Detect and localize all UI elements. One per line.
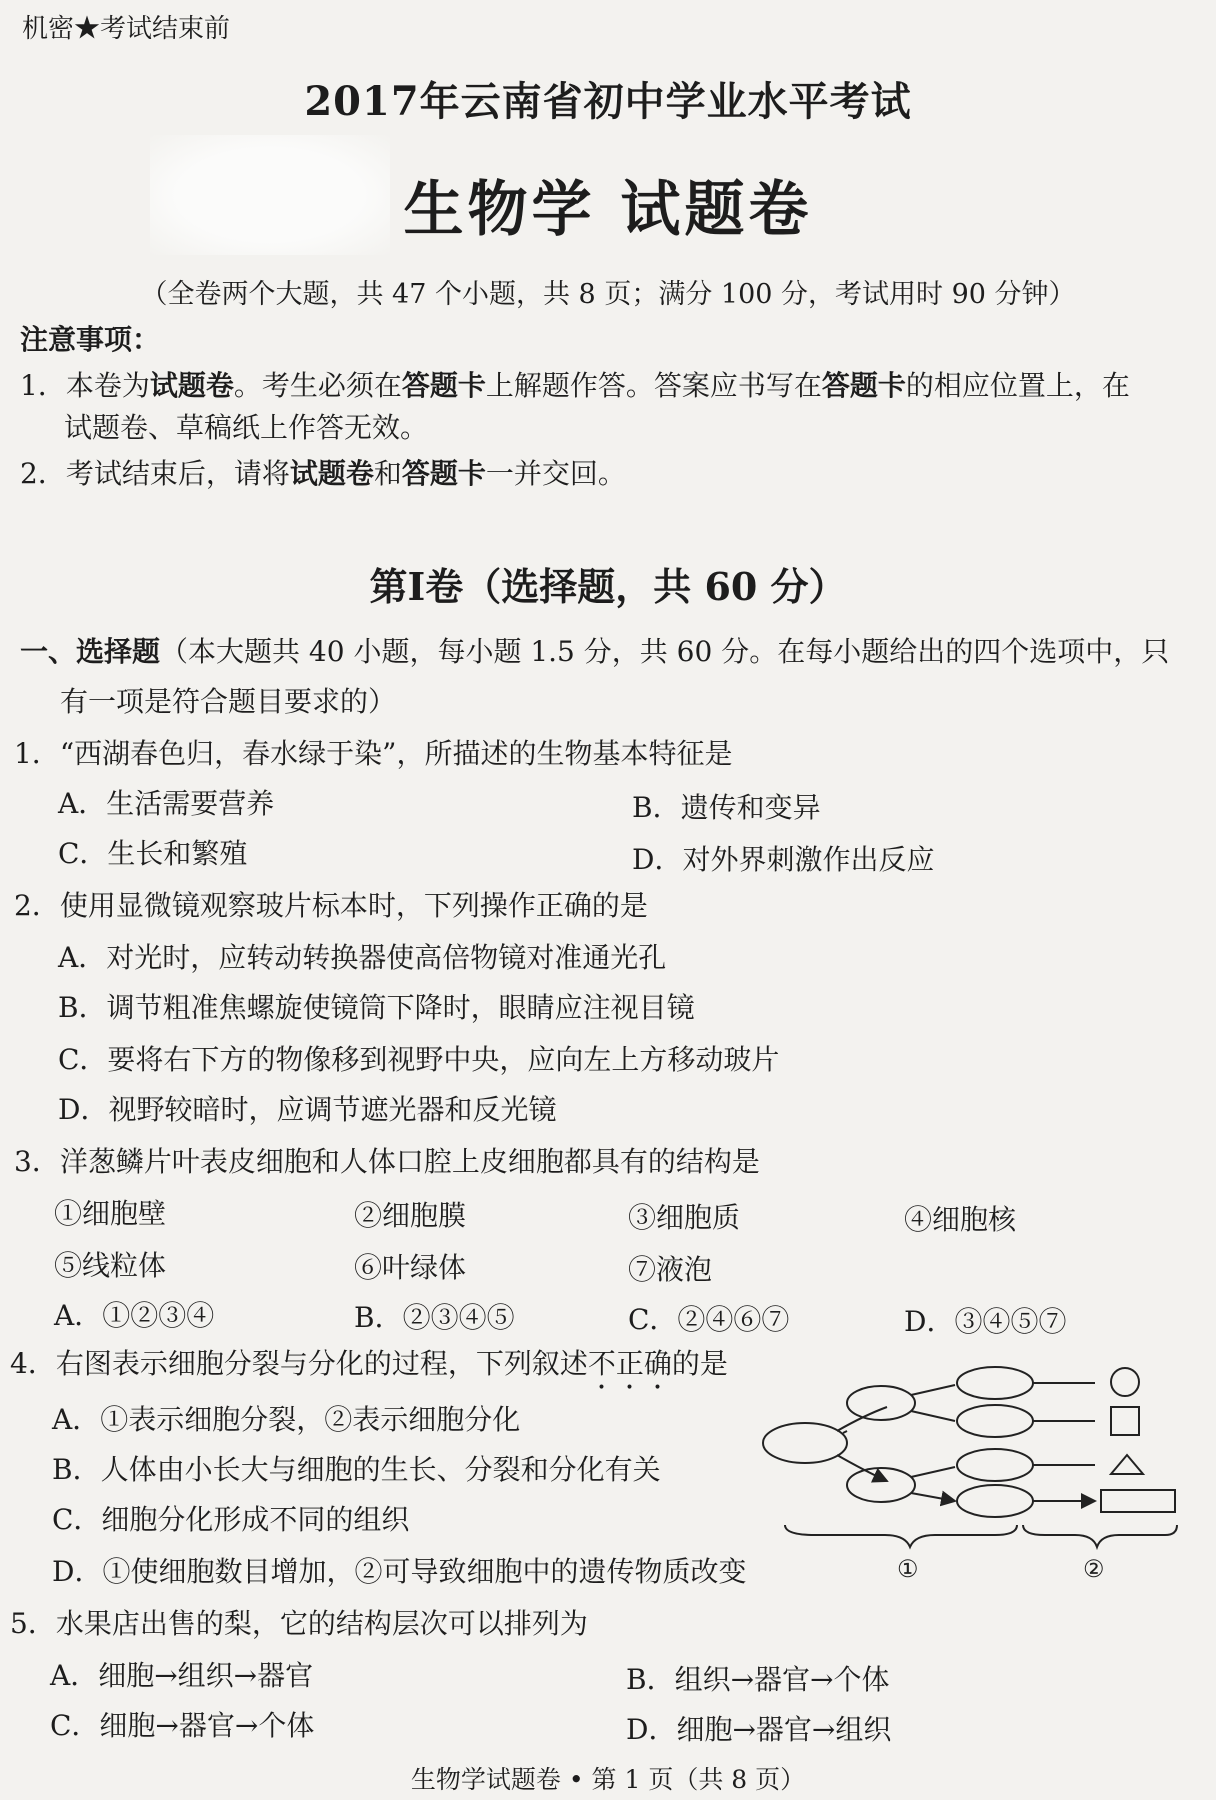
- brace-2: [1023, 1525, 1177, 1547]
- q4-option-d: D．①使细胞数目增加，②可导致细胞中的遗传物质改变: [52, 1555, 747, 1588]
- brace-1: [785, 1525, 1017, 1547]
- tissue-rectangle: [1101, 1490, 1175, 1512]
- cell-division-diagram: [755, 1355, 1195, 1580]
- q5-option-c: C．细胞→器官→个体: [50, 1709, 315, 1742]
- q4-option-a: A．①表示细胞分裂，②表示细胞分化: [52, 1403, 521, 1436]
- q1-option-a: A．生活需要营养: [58, 787, 275, 820]
- structure-cytoplasm: ③细胞质: [628, 1201, 741, 1234]
- structure-cell-wall: ①细胞壁: [54, 1197, 167, 1230]
- note-1: 1．本卷为试题卷。考生必须在答题卡上解题作答。答案应书写在答题卡的相应位置上，在: [20, 369, 1130, 402]
- cell-4: [957, 1485, 1033, 1517]
- note-1-continued: 试题卷、草稿纸上作答无效。: [64, 411, 429, 444]
- q2-option-d: D．视野较暗时，应调节遮光器和反光镜: [58, 1093, 557, 1126]
- cell-1: [957, 1367, 1033, 1399]
- section-title: 第Ⅰ卷（选择题，共 60 分）: [369, 564, 847, 609]
- paper-info: （全卷两个大题，共 47 个小题，共 8 页；满分 100 分，考试用时 90 分钟）: [140, 279, 1076, 310]
- label-1: ①: [897, 1555, 919, 1580]
- cell-3: [957, 1449, 1033, 1481]
- q4-option-c: C．细胞分化形成不同的组织: [52, 1503, 410, 1536]
- structure-cell-membrane: ②细胞膜: [354, 1199, 467, 1232]
- structure-mitochondria: ⑤线粒体: [54, 1249, 167, 1282]
- notes-heading: 注意事项：: [20, 323, 161, 356]
- q3-option-d: D．③④⑤⑦: [904, 1305, 1067, 1338]
- paper-title: 生物学 试题卷: [403, 175, 813, 245]
- question-2-stem: 2．使用显微镜观察玻片标本时，下列操作正确的是: [14, 889, 648, 922]
- q3-option-a: A．①②③④: [54, 1299, 215, 1332]
- question-1-stem: 1．“西湖春色归，春水绿于染”，所描述的生物基本特征是: [14, 737, 733, 770]
- exam-title: 2017年云南省初中学业水平考试: [304, 78, 912, 125]
- q3-option-c: C．②④⑥⑦: [628, 1303, 790, 1336]
- structure-vacuole: ⑦液泡: [628, 1253, 713, 1286]
- question-5-stem: 5．水果店出售的梨，它的结构层次可以排列为: [10, 1607, 588, 1640]
- confidential-label: 机密★考试结束前: [22, 14, 231, 44]
- emphasis-not-correct: 不正确: [587, 1347, 672, 1380]
- part-description: 一、选择题（本大题共 40 小题，每小题 1.5 分，共 60 分。在每小题给出的四个选项中，只: [20, 635, 1170, 668]
- q4-option-b: B．人体由小长大与细胞的生长、分裂和分化有关: [52, 1453, 661, 1486]
- label-2: ②: [1083, 1555, 1105, 1580]
- q1-option-c: C．生长和繁殖: [58, 837, 248, 870]
- part-description-continued: 有一项是符合题目要求的）: [60, 685, 397, 718]
- q5-option-a: A．细胞→组织→器官: [50, 1659, 314, 1692]
- note-2: 2．考试结束后，请将试题卷和答题卡一并交回。: [20, 457, 626, 490]
- question-4-stem: 4．右图表示细胞分裂与分化的过程，下列叙述不正确的是: [10, 1347, 728, 1380]
- tissue-square: [1111, 1407, 1139, 1435]
- q1-option-b: B．遗传和变异: [632, 791, 821, 824]
- q5-option-d: D．细胞→器官→组织: [626, 1713, 892, 1746]
- q3-option-b: B．②③④⑤: [354, 1301, 515, 1334]
- parent-cell: [763, 1423, 847, 1463]
- tissue-circle: [1111, 1368, 1139, 1396]
- arrow-to-upper-cell: [843, 1431, 847, 1433]
- cell-2: [957, 1405, 1033, 1437]
- q5-option-b: B．组织→器官→个体: [626, 1663, 890, 1696]
- daughter-cell-upper: [847, 1386, 915, 1420]
- question-3-stem: 3．洋葱鳞片叶表皮细胞和人体口腔上皮细胞都具有的结构是: [14, 1145, 760, 1178]
- q2-option-c: C．要将右下方的物像移到视野中央，应向左上方移动玻片: [58, 1043, 780, 1076]
- structure-nucleus: ④细胞核: [904, 1203, 1017, 1236]
- page-footer: 生物学试题卷 • 第 1 页（共 8 页）: [410, 1765, 806, 1794]
- q2-option-a: A．对光时，应转动转换器使高倍物镜对准通光孔: [58, 941, 667, 974]
- q1-option-d: D．对外界刺激作出反应: [632, 843, 935, 876]
- q2-option-b: B．调节粗准焦螺旋使镜筒下降时，眼睛应注视目镜: [58, 991, 695, 1024]
- structure-chloroplast: ⑥叶绿体: [354, 1251, 467, 1284]
- daughter-cell-lower: [847, 1468, 915, 1502]
- tissue-triangle: [1111, 1455, 1143, 1474]
